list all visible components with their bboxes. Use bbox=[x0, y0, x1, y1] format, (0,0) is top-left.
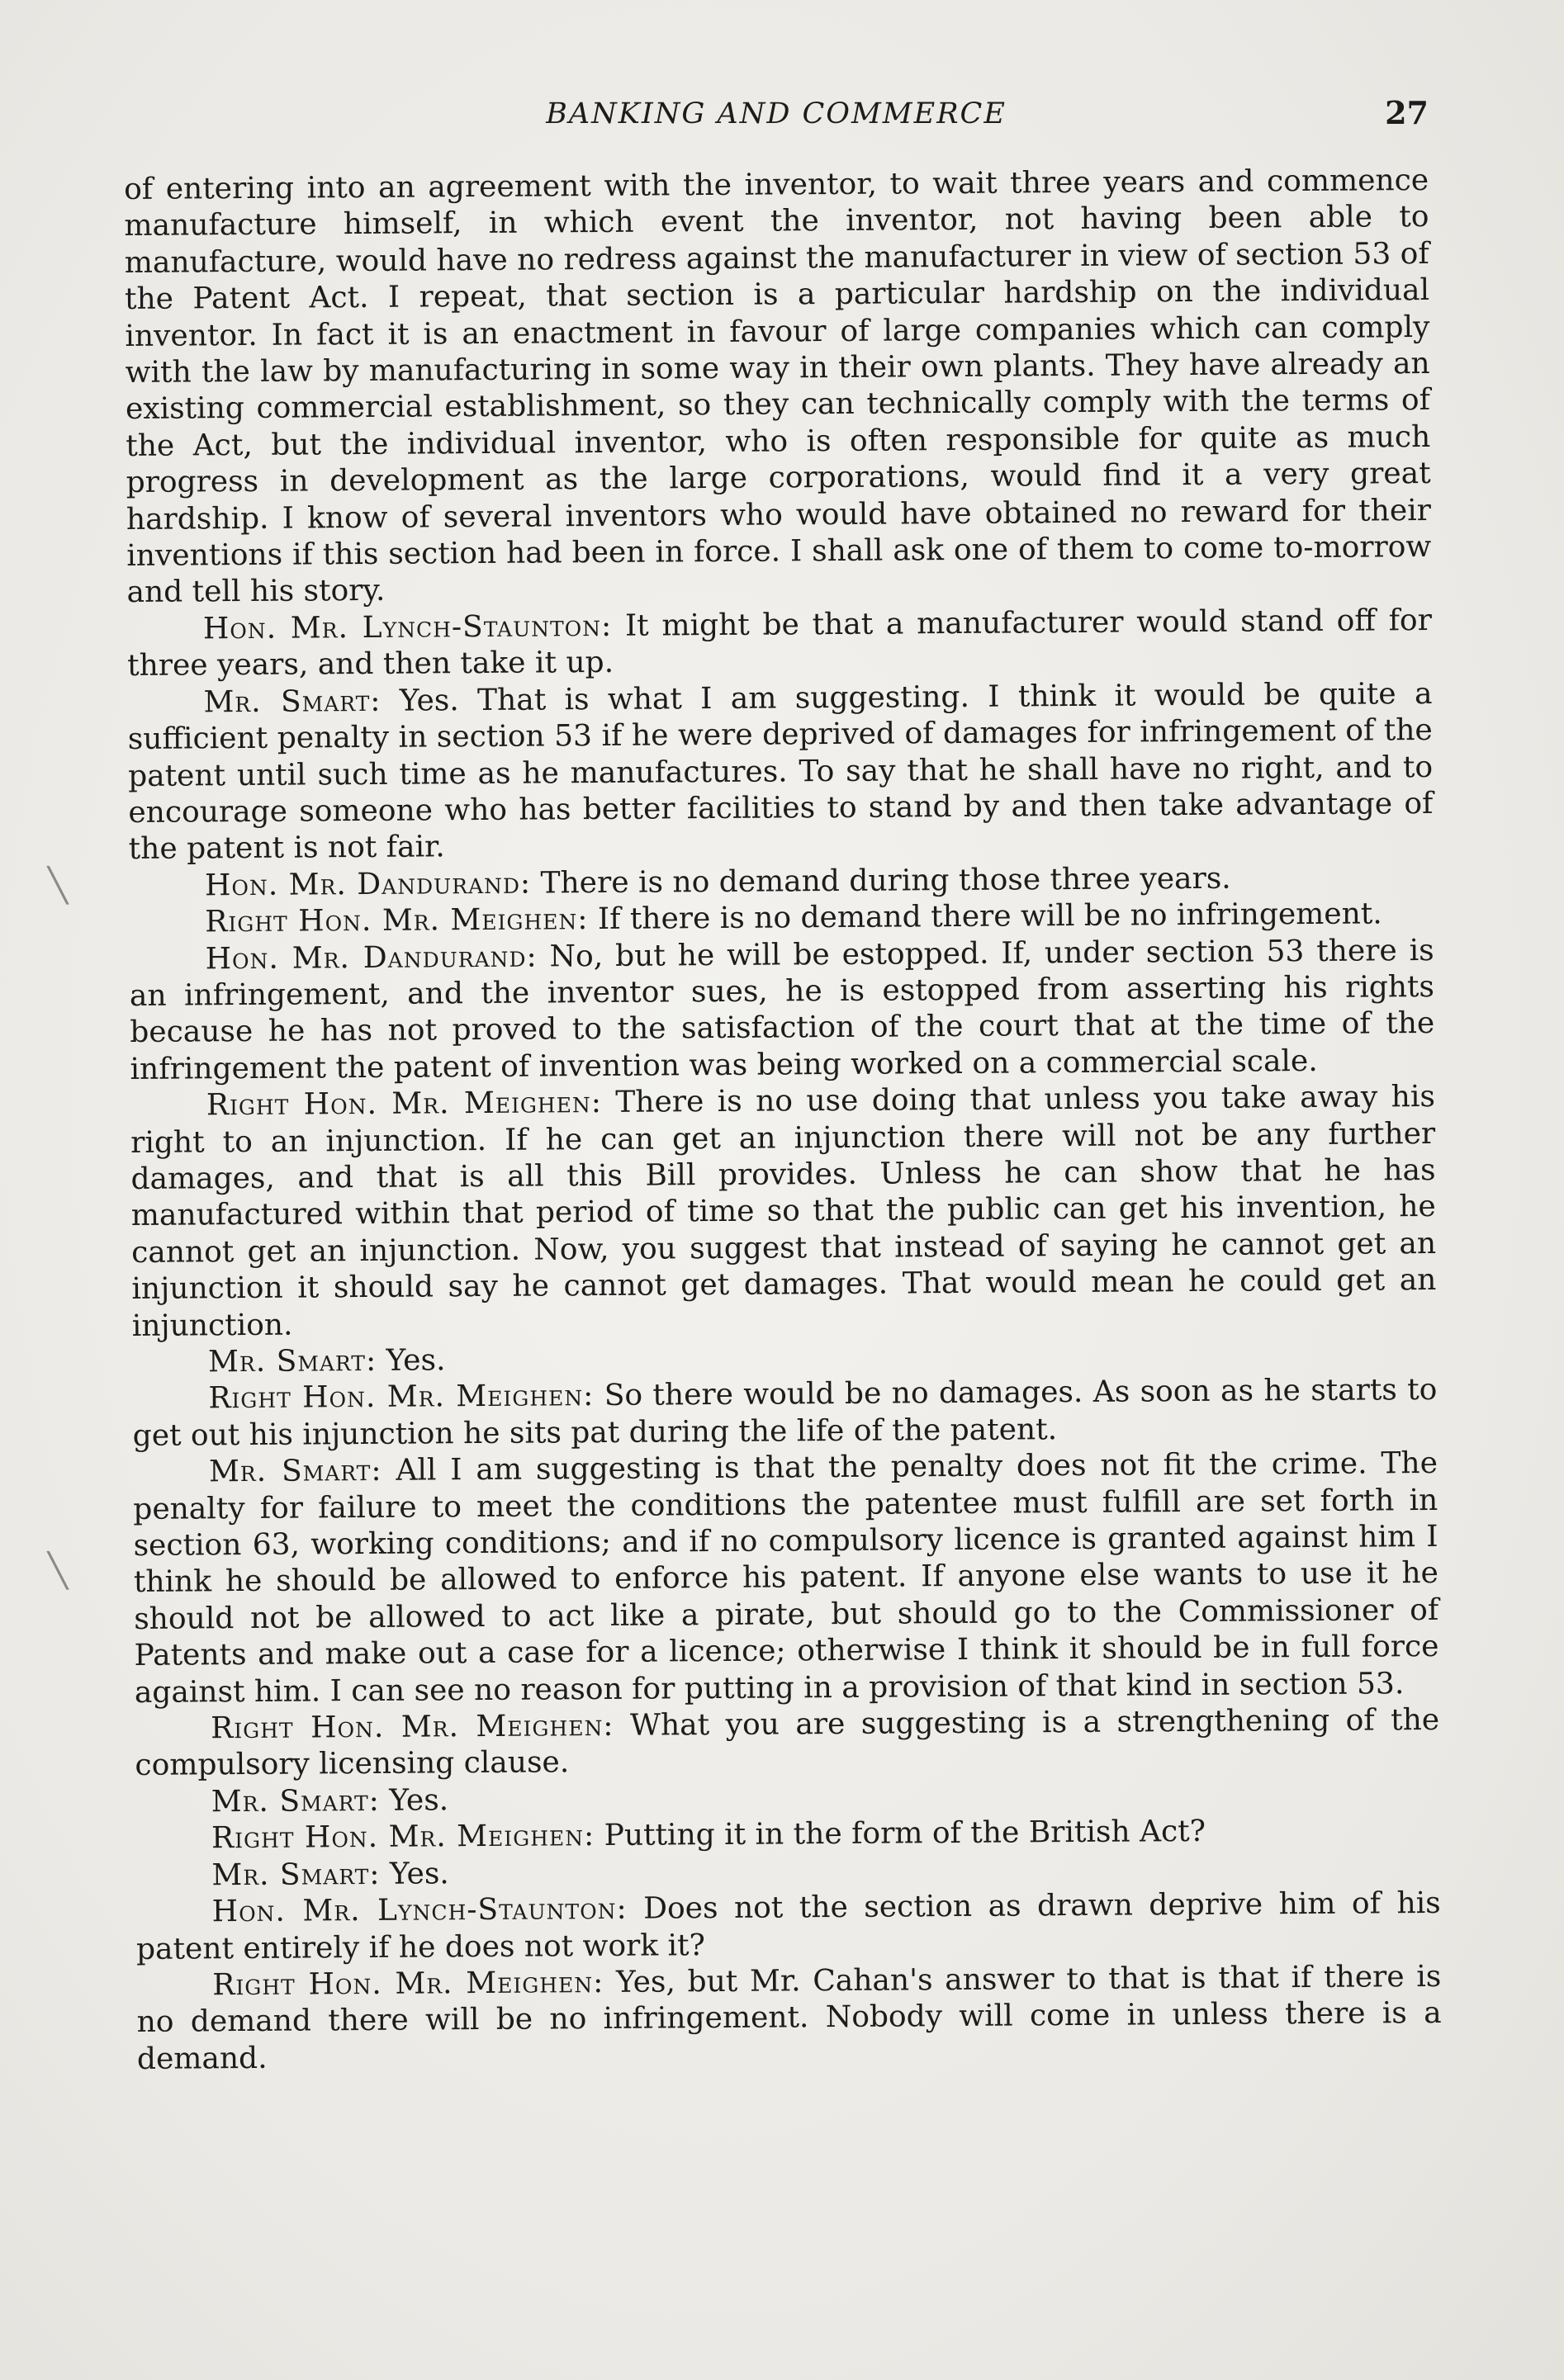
paragraph bbox=[130, 932, 1435, 1088]
speech-text: Yes. bbox=[380, 1856, 449, 1891]
speaker-name: Hon. Mr. Lynch-Staunton: bbox=[202, 608, 613, 646]
paragraph bbox=[132, 1372, 1438, 1455]
paragraph bbox=[130, 1079, 1437, 1345]
paragraph bbox=[136, 1959, 1442, 2078]
speaker-name: Right Hon. Mr. Meighen: bbox=[208, 1379, 595, 1416]
page-number: 27 bbox=[1385, 94, 1429, 131]
speaker-name: Right Hon. Mr. Meighen: bbox=[211, 1708, 614, 1746]
paragraph bbox=[135, 1702, 1440, 1785]
paragraph bbox=[127, 603, 1433, 685]
speaker-name: Right Hon. Mr. Meighen: bbox=[206, 1086, 603, 1123]
speaker-name: Right Hon. Mr. Meighen: bbox=[205, 902, 589, 939]
paragraph-text: of entering into an agreement with the inventor, to wait three years and commence manufacture himself, in which event the inventor, not having been able to manufacture, would have no redress against the manufacturer in view of section 53 of the Patent Act. I repeat, that section is a particular hardship on the individual inventor. In fact it is an enactment in favour of large companies which can comply with the law by manufacturing in some way in their own plants. They have already an existing commercial establishment, so they can technically comply with the terms of the Act, but the individual inventor, who is often responsible for quite as much progress in development as the large corporations, would find it a very great hardship. I know of several inventors who would have obtained no reward for their inventions if this section had been in force. I shall ask one of them to come to-morrow and tell his story. bbox=[124, 163, 1432, 610]
margin-mark: ╲ bbox=[48, 867, 69, 905]
speaker-name: Hon. Mr. Lynch-Staunton: bbox=[211, 1891, 628, 1929]
paragraph bbox=[127, 676, 1434, 868]
speaker-name: Mr. Smart: bbox=[203, 684, 382, 720]
speech-text: Yes. bbox=[376, 1343, 446, 1378]
speaker-name: Mr. Smart: bbox=[211, 1857, 381, 1892]
speaker-name: Hon. Mr. Dandurand: bbox=[205, 939, 538, 976]
speech-text: All I am suggesting is that the penalty does not fit the crime. The penalty for failure to meet the conditions the patentee must fulfill are set forth in section 63, working conditions; and if no compulsory licence is granted against him I think he should be allowed to enforce his patent. If anyone else wants to use it he should not be allowed to act like a pirate, but should go to the Commissioner of Patents and make out a case for a licence; otherwise I think it should be in full force against him. I can see no reason for putting in a provision of that kind in section 53. bbox=[133, 1446, 1439, 1710]
speech-text: What you are suggesting is a strengthening of the compulsory licensing clause. bbox=[135, 1702, 1440, 1783]
speech-text: No, but he will be estopped. If, under section 53 there is an infringement, and the inventor sues, he is estopped from asserting his rights because he has not proved to the satisfaction of the court that at the time of the infringement the patent of invention was being worked on a commercial scale. bbox=[129, 933, 1435, 1086]
speech-text: Yes, but Mr. Cahan's answer to that is that if there is no demand there will be no infringement. Nobody will come in unless there is a demand. bbox=[136, 1959, 1442, 2076]
speech-text: If there is no demand there will be no infringement. bbox=[588, 897, 1382, 937]
speech-text: It might be that a manufacturer would stand off for three years, and then take it up. bbox=[127, 603, 1432, 684]
speaker-name: Hon. Mr. Dandurand: bbox=[204, 866, 532, 903]
speech-text: Yes. bbox=[379, 1783, 449, 1818]
speech-text: Does not the section as drawn deprive him of his patent entirely if he does not work it? bbox=[135, 1886, 1441, 1966]
speaker-name: Right Hon. Mr. Meighen: bbox=[211, 1819, 595, 1856]
page-header bbox=[124, 94, 1429, 147]
speaker-name: Right Hon. Mr. Meighen: bbox=[212, 1965, 604, 2003]
running-head: BANKING AND COMMERCE bbox=[546, 97, 1007, 130]
speech-text: Putting it in the form of the British Act? bbox=[595, 1815, 1206, 1853]
paragraph bbox=[136, 1886, 1442, 1968]
margin-mark: ╲ bbox=[48, 1552, 69, 1590]
speaker-name: Mr. Smart: bbox=[207, 1343, 377, 1379]
speaker-name: Mr. Smart: bbox=[211, 1783, 381, 1819]
speech-text: There is no use doing that unless you take away his right to an injunction. If he can get an injunction there will not be any further damages, and that is all this Bill provides. Unless he can show that he has manufactured within that period of time so that the public can get his invention, he cannot get an injunction. Now, you suggest that instead of saying he cannot get an injunction it should say he cannot get damages. That would mean he could get an injunction. bbox=[130, 1080, 1437, 1343]
paragraph bbox=[133, 1446, 1439, 1711]
paragraph bbox=[124, 163, 1432, 612]
speech-text: There is no demand during those three years. bbox=[530, 861, 1231, 901]
speaker-name: Mr. Smart: bbox=[208, 1454, 382, 1489]
speech-text: Yes. That is what I am suggesting. I think it would be quite a sufficient penalty in section 53 if he were deprived of damages for infringement of the patent until such time as he manufactures. To say that he shall have no right, and to encourage someone who has better facilities to stand by and then take advantage of the patent is not fair. bbox=[127, 676, 1434, 867]
transcript-body bbox=[124, 163, 1442, 2078]
speech-text: So there would be no damages. As soon as he starts to get out his injunction he sits pat during the life of the patent. bbox=[132, 1373, 1438, 1453]
